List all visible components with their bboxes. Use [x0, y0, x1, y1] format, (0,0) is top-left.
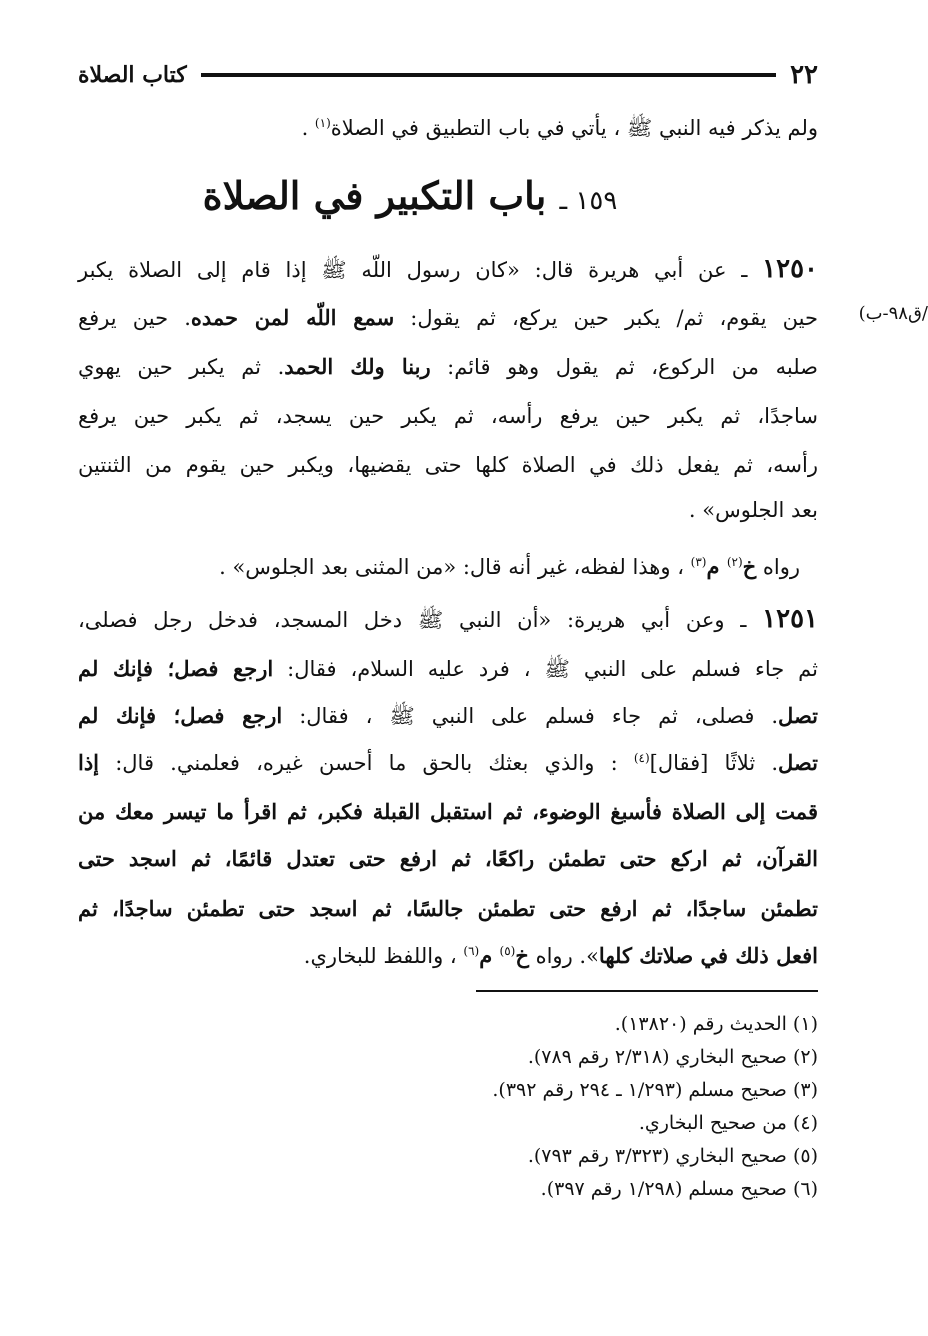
- hadith-1251-line-3: تصل. فصلى، ثم جاء فسلم على النبي ﷺ ، فقال: ارجع فصل؛ فإنك لم: [78, 703, 819, 728]
- hadith-1250-line-2: حين يقوم، ثم/ يكبر حين يركع، ثم يقول: سمع اللّه لمن حمده. حين يرفع: [78, 305, 818, 330]
- page-number: ٢٢: [790, 60, 818, 90]
- hadith-1251-line-4: تصل. ثلاثًا [فقال]$^{(٤)}$ : والذي بعثك بالحق ما أحسن غيره، فعلمني. قال: إذا: [78, 750, 818, 775]
- footnote-3: (٣) صحيح مسلم (١/٢٩٣ ـ ٢٩٤ رقم ٣٩٢).: [492, 1079, 818, 1101]
- hadith-1250-line-1: ١٢٥٠ ـ عن أبي هريرة قال: «كان رسول اللّه ﷺ إذا قام إلى الصلاة يكبر: [78, 254, 818, 284]
- footnote-ref: (٢): [726, 555, 743, 569]
- footnote-5: (٥) صحيح البخاري (٣/٣٢٣ رقم ٧٩٣).: [527, 1145, 818, 1167]
- footnote-2: (٢) صحيح البخاري (٢/٣١٨ رقم ٧٨٩).: [527, 1046, 818, 1068]
- hadith-1251-line-6: القرآن، ثم اركع حتى تطمئن راكعًا، ثم ارفع حتى تعتدل قائمًا، ثم اسجد حتى: [78, 846, 818, 871]
- footnote-6: (٦) صحيح مسلم (١/٢٩٨ رقم ٣٩٧).: [540, 1178, 818, 1200]
- hadith-1251-line-7: تطمئن ساجدًا، ثم ارفع حتى تطمئن جالسًا، ثم اسجد حتى تطمئن ساجدًا، ثم: [78, 896, 818, 921]
- footnote-1: (١) الحديث رقم (١٣٨٢٠).: [614, 1013, 818, 1035]
- footnote-ref: (٦): [463, 944, 480, 958]
- page-header: [78, 58, 818, 92]
- hadith-1250-line-5: رأسه، ثم يفعل ذلك في الصلاة كلها حتى يقضيها، ويكبر حين يقوم من الثنتين: [78, 453, 819, 477]
- hadith-1251-line-5: قمت إلى الصلاة فأسبغ الوضوء، ثم استقبل القبلة فكبر، ثم اقرأ ما تيسر معك من: [78, 799, 818, 824]
- intro-line: ولم يذكر فيه النبي ﷺ ، يأتي في باب التطبيق في الصلاة$^{(١)}$ .: [301, 116, 818, 140]
- hadith-1250-line-4: ساجدًا، ثم يكبر حين يرفع رأسه، ثم يكبر حين يسجد، ثم يكبر حين يرفع: [78, 404, 818, 428]
- header-rule: [201, 73, 776, 77]
- hadith-1251-line-2: ثم جاء فسلم على النبي ﷺ ، فرد عليه السلام، فقال: ارجع فصل؛ فإنك لم: [78, 656, 818, 681]
- chapter-heading: باب التكبير في الصلاة: [202, 173, 547, 218]
- hadith-1251-line-1: ١٢٥١ ـ وعن أبي هريرة: «أن النبي ﷺ دخل المسجد، فدخل رجل فصلى،: [78, 604, 818, 634]
- footnote-ref: (٤): [633, 751, 650, 765]
- hadith-1250-line-3: صلبه من الركوع، ثم يقول وهو قائم: ربنا ولك الحمد. ثم يكبر حين يهوي: [78, 354, 818, 379]
- footnote-ref: (٥): [499, 944, 516, 958]
- footnote-4: (٤) من صحيح البخاري.: [638, 1112, 818, 1134]
- hadith-1250-riwaya: رواه خ$^{(٢)}$ م$^{(٣)}$ ، وهذا لفظه، غير أنه قال: «من المثنى بعد الجلوس» .: [219, 554, 800, 579]
- manuscript-margin-note: /ق٩٨-ب): [858, 303, 928, 324]
- chapter-title: [180, 170, 640, 222]
- footnote-separator: [476, 990, 818, 992]
- hadith-number: ١٢٥٠: [762, 254, 818, 284]
- running-title: كتاب الصلاة: [78, 62, 187, 88]
- footnote-ref: (١): [314, 116, 331, 130]
- hadith-1250-line-6: بعد الجلوس» .: [688, 498, 818, 522]
- hadith-number: ١٢٥١: [762, 604, 818, 634]
- chapter-number: ١٥٩ ـ: [559, 186, 618, 216]
- footnote-ref: (٣): [690, 555, 707, 569]
- hadith-1251-line-8: افعل ذلك في صلاتك كلها». رواه خ$^{(٥)}$ م$^{(٦)}$ ، واللفظ للبخاري.: [303, 943, 818, 968]
